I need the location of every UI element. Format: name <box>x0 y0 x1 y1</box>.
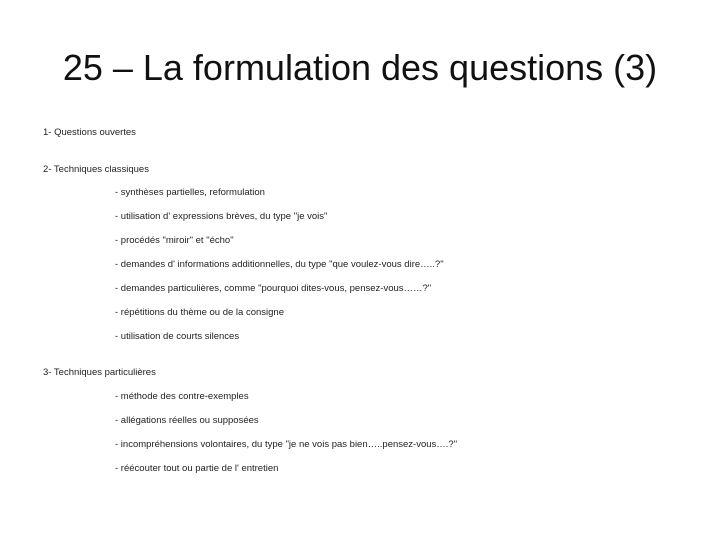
section-heading-particular-techniques: 3- Techniques particulières <box>43 367 156 378</box>
section-heading-open-questions: 1- Questions ouvertes <box>43 127 136 138</box>
list-item: - répétitions du thème ou de la consigne <box>115 307 284 318</box>
list-item: - demandes particulières, comme "pourquoi dites-vous, pensez-vous……?" <box>115 283 432 294</box>
list-item: - allégations réelles ou supposées <box>115 415 259 426</box>
list-item: - utilisation d' expressions brèves, du type "je vois" <box>115 211 328 222</box>
list-item: - méthode des contre-exemples <box>115 391 249 402</box>
list-item: - synthèses partielles, reformulation <box>115 187 265 198</box>
list-item: - procédés "miroir" et "écho" <box>115 235 234 246</box>
list-item: - utilisation de courts silences <box>115 331 240 342</box>
section-heading-classic-techniques: 2- Techniques classiques <box>43 164 149 175</box>
slide-title: 25 – La formulation des questions (3) <box>62 47 658 88</box>
list-item: - réécouter tout ou partie de l' entretien <box>115 463 279 474</box>
list-item: - incompréhensions volontaires, du type "je ne vois pas bien…..pensez-vous….?" <box>115 439 458 450</box>
list-item: - demandes d' informations additionnelles, du type "que voulez-vous dire…..?" <box>115 259 444 270</box>
